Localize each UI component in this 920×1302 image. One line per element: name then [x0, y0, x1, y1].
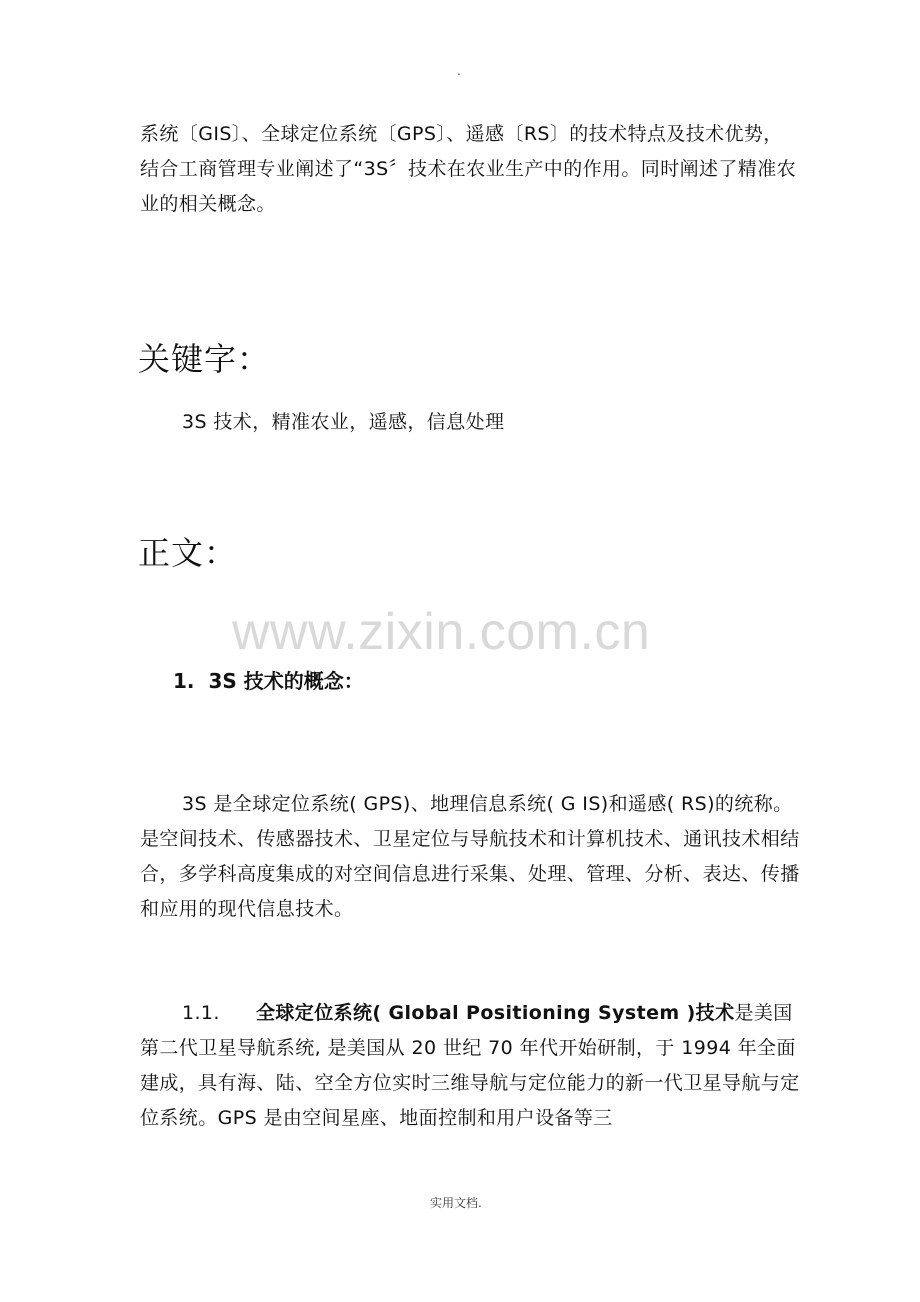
- paragraph-3s-definition: 3S 是全球定位系统( GPS)、地理信息系统( G IS)和遥感( RS)的统称。是空间技术、传感器技术、卫星定位与导航技术和计算机技术、通讯技术相结合，多学科高度集成的对空间信息进行采集、处理、管理、分析、表达、传播和应用的现代信息技术。: [140, 793, 800, 920]
- body-heading: 正文：: [138, 534, 238, 572]
- page-footer: 实用文档.: [430, 1196, 482, 1210]
- header-mark: .: [457, 64, 461, 78]
- section-title: 3S 技术的概念：: [208, 669, 364, 693]
- subsection-bold-title: 全球定位系统( Global Positioning System )技术: [256, 1002, 735, 1024]
- watermark: www.zixin.com.cn: [232, 603, 651, 661]
- abstract-paragraph: 系统〔GIS〕、全球定位系统〔GPS〕、遥感〔RS〕的技术特点及技术优势，结合工商管理专业阐述了“3S〞技术在农业生产中的作用。同时阐述了精准农业的相关概念。: [140, 123, 796, 215]
- section-heading-1: [173, 665, 364, 694]
- subsection-text: 是美国第二代卫星导航系统, 是美国从 20 世纪 70 年代开始研制，于 1994 年全面建成，具有海、陆、空全方位实时三维导航与定位能力的新一代卫星导航与定位系统。GPS 是由空间星座、地面控制和用户设备等三: [140, 1002, 800, 1129]
- paragraph-gps: [140, 996, 800, 1136]
- keywords-heading: 关键字：: [138, 340, 271, 378]
- keywords-text: 3S 技术，精准农业，遥感，信息处理: [182, 411, 505, 433]
- section-number: 1.: [173, 669, 195, 693]
- subsection-number: 1.1.: [182, 1002, 220, 1024]
